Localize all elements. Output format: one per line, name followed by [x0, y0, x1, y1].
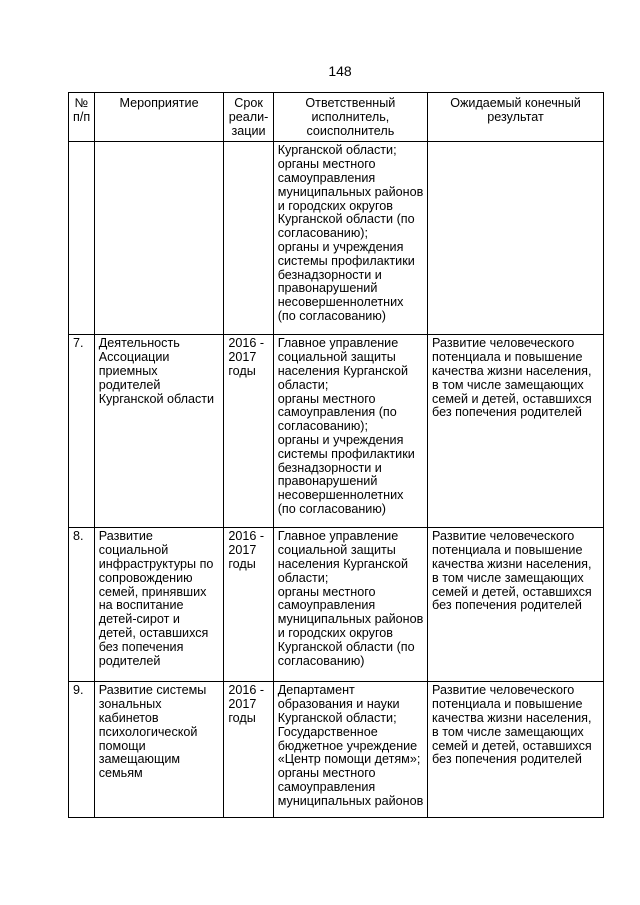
cell-line: 2017	[228, 350, 257, 365]
cell-line: области;	[277, 377, 329, 392]
cell-responsible	[273, 142, 427, 335]
cell-line: несовершеннолетних	[277, 488, 404, 503]
cell-line: родителей	[98, 377, 161, 392]
cell-line: согласованию);	[277, 419, 368, 434]
cell-line: муниципальных районов	[277, 793, 424, 808]
cell-line: 2016 -	[228, 529, 265, 544]
cell-num: 7.	[69, 335, 95, 528]
cell-line: безнадзорности и	[277, 460, 382, 475]
header-line: Мероприятие	[119, 96, 199, 110]
cell-line: 2017	[228, 543, 257, 558]
cell-line: самоуправления	[277, 779, 376, 794]
cell-num	[69, 142, 95, 335]
cell-line: системы профилактики	[277, 253, 415, 268]
cell-line: семей, принявших	[98, 584, 207, 599]
cell-line: без попечения родителей	[432, 752, 582, 767]
cell-line: согласованию)	[277, 653, 365, 668]
cell-line: в том числе замещающих	[432, 570, 584, 585]
cell-line: инфраструктуры по	[98, 556, 214, 571]
cell-line: самоуправления	[277, 170, 376, 185]
cell-line: населения Курганской	[277, 556, 408, 571]
cell-line: потенциала и повышение	[432, 350, 583, 365]
cell-num: 8.	[69, 528, 95, 682]
cell-line: качества жизни населения,	[432, 556, 592, 571]
cell-period	[224, 142, 273, 335]
cell-line: органы местного	[277, 584, 376, 599]
cell-line: (по согласованию)	[277, 501, 386, 516]
header-line: соисполнитель	[306, 123, 395, 138]
cell-line: органы и учреждения	[277, 432, 404, 447]
header-line: №	[74, 96, 89, 110]
cell-line: родителей	[98, 653, 161, 668]
cell-line: области;	[277, 570, 329, 585]
cell-line: помощи	[98, 738, 146, 753]
cell-line: социальной защиты	[277, 543, 396, 558]
header-line: исполнитель,	[311, 109, 390, 124]
header-event	[94, 93, 224, 142]
header-period	[224, 93, 273, 142]
cell-line: Департамент	[277, 683, 355, 698]
cell-line: Развитие системы	[98, 683, 207, 698]
cell-line: потенциала и повышение	[432, 697, 583, 712]
cell-event	[94, 335, 224, 528]
header-line: Ответственный	[305, 96, 396, 110]
header-line: зации	[231, 123, 266, 138]
cell-line: Развитие	[98, 529, 153, 544]
cell-event	[94, 682, 224, 818]
cell-line: семьям	[98, 766, 143, 781]
cell-line: (по согласованию)	[277, 308, 386, 323]
cell-line: зональных	[98, 697, 162, 712]
cell-line: системы профилактики	[277, 446, 415, 461]
cell-line: приемных	[98, 363, 158, 378]
activities-table	[68, 92, 604, 818]
cell-period	[224, 682, 273, 818]
cell-responsible	[273, 335, 427, 528]
cell-line: муниципальных районов	[277, 184, 424, 199]
cell-line: согласованию);	[277, 226, 368, 241]
table-row-8	[69, 528, 604, 682]
cell-line: населения Курганской	[277, 363, 408, 378]
cell-line: на воспитание	[98, 598, 184, 613]
cell-line: «Центр помощи детям»;	[277, 752, 421, 767]
cell-line: сопровождению	[98, 570, 193, 585]
header-row	[69, 93, 604, 142]
cell-line: несовершеннолетних	[277, 295, 404, 310]
cell-line: 2017	[228, 697, 257, 712]
cell-event	[94, 142, 224, 335]
cell-line: в том числе замещающих	[432, 377, 584, 392]
cell-line: Курганской области;	[277, 143, 397, 158]
header-result	[428, 93, 604, 142]
cell-line: детей, оставшихся	[98, 625, 209, 640]
cell-line: Главное управление	[277, 336, 399, 351]
cell-result	[428, 142, 604, 335]
cell-line: без попечения родителей	[432, 405, 582, 420]
cell-line: социальной защиты	[277, 350, 396, 365]
cell-line: Курганской области	[98, 391, 215, 406]
cell-line: образования и науки	[277, 697, 400, 712]
cell-line: органы и учреждения	[277, 239, 404, 254]
cell-line: и городских округов	[277, 198, 393, 213]
cell-line: безнадзорности и	[277, 267, 382, 282]
cell-line: годы	[228, 363, 256, 378]
cell-period	[224, 528, 273, 682]
cell-line: 2016 -	[228, 683, 265, 698]
cell-event	[94, 528, 224, 682]
table-row-9	[69, 682, 604, 818]
cell-line: психологической	[98, 724, 198, 739]
cell-line: потенциала и повышение	[432, 543, 583, 558]
cell-line: без попечения родителей	[432, 598, 582, 613]
cell-line: Главное управление	[277, 529, 399, 544]
cell-line: Курганской области;	[277, 710, 397, 725]
cell-line: самоуправления (по	[277, 405, 397, 420]
cell-line: семей и детей, оставшихся	[432, 391, 592, 406]
cell-line: годы	[228, 710, 256, 725]
cell-line: Деятельность	[98, 336, 180, 351]
cell-line: Ассоциации	[98, 350, 170, 365]
cell-line: Государственное	[277, 724, 378, 739]
table-row-7	[69, 335, 604, 528]
cell-line: качества жизни населения,	[432, 710, 592, 725]
cell-line: в том числе замещающих	[432, 724, 584, 739]
header-responsible	[273, 93, 427, 142]
cell-line: кабинетов	[98, 710, 159, 725]
header-line: реали-	[228, 109, 269, 124]
cell-line: Развитие человеческого	[432, 529, 575, 544]
header-line: результат	[487, 109, 544, 124]
page-number: 148	[328, 63, 352, 79]
header-line: п/п	[73, 109, 91, 124]
cell-line: органы местного	[277, 391, 376, 406]
cell-line: органы местного	[277, 766, 376, 781]
cell-line: правонарушений	[277, 474, 378, 489]
cell-responsible	[273, 682, 427, 818]
cell-result	[428, 335, 604, 528]
header-line: Ожидаемый конечный	[450, 96, 581, 110]
cell-line: 2016 -	[228, 336, 265, 351]
cell-line: Развитие человеческого	[432, 336, 575, 351]
cell-line: бюджетное учреждение	[277, 738, 418, 753]
cell-line: Курганской области (по	[277, 212, 415, 227]
header-num	[69, 93, 95, 142]
cell-line: семей и детей, оставшихся	[432, 584, 592, 599]
header-line: Срок	[234, 96, 263, 110]
cell-period	[224, 335, 273, 528]
cell-num: 9.	[69, 682, 95, 818]
cell-line: замещающим	[98, 752, 181, 767]
cell-line: Развитие человеческого	[432, 683, 575, 698]
cell-result	[428, 682, 604, 818]
cell-line: без попечения	[98, 639, 184, 654]
cell-line: детей-сирот и	[98, 612, 180, 627]
cell-line: и городских округов	[277, 625, 393, 640]
cell-line: социальной	[98, 543, 169, 558]
cell-line: годы	[228, 556, 256, 571]
cell-line: самоуправления	[277, 598, 376, 613]
cell-line: органы местного	[277, 157, 376, 172]
table-header	[69, 93, 604, 142]
table-body	[69, 142, 604, 818]
cell-line: правонарушений	[277, 281, 378, 296]
cell-line: семей и детей, оставшихся	[432, 738, 592, 753]
table-row-continuation	[69, 142, 604, 335]
cell-responsible	[273, 528, 427, 682]
cell-line: муниципальных районов	[277, 612, 424, 627]
cell-line: качества жизни населения,	[432, 363, 592, 378]
cell-line: Курганской области (по	[277, 639, 415, 654]
cell-result	[428, 528, 604, 682]
